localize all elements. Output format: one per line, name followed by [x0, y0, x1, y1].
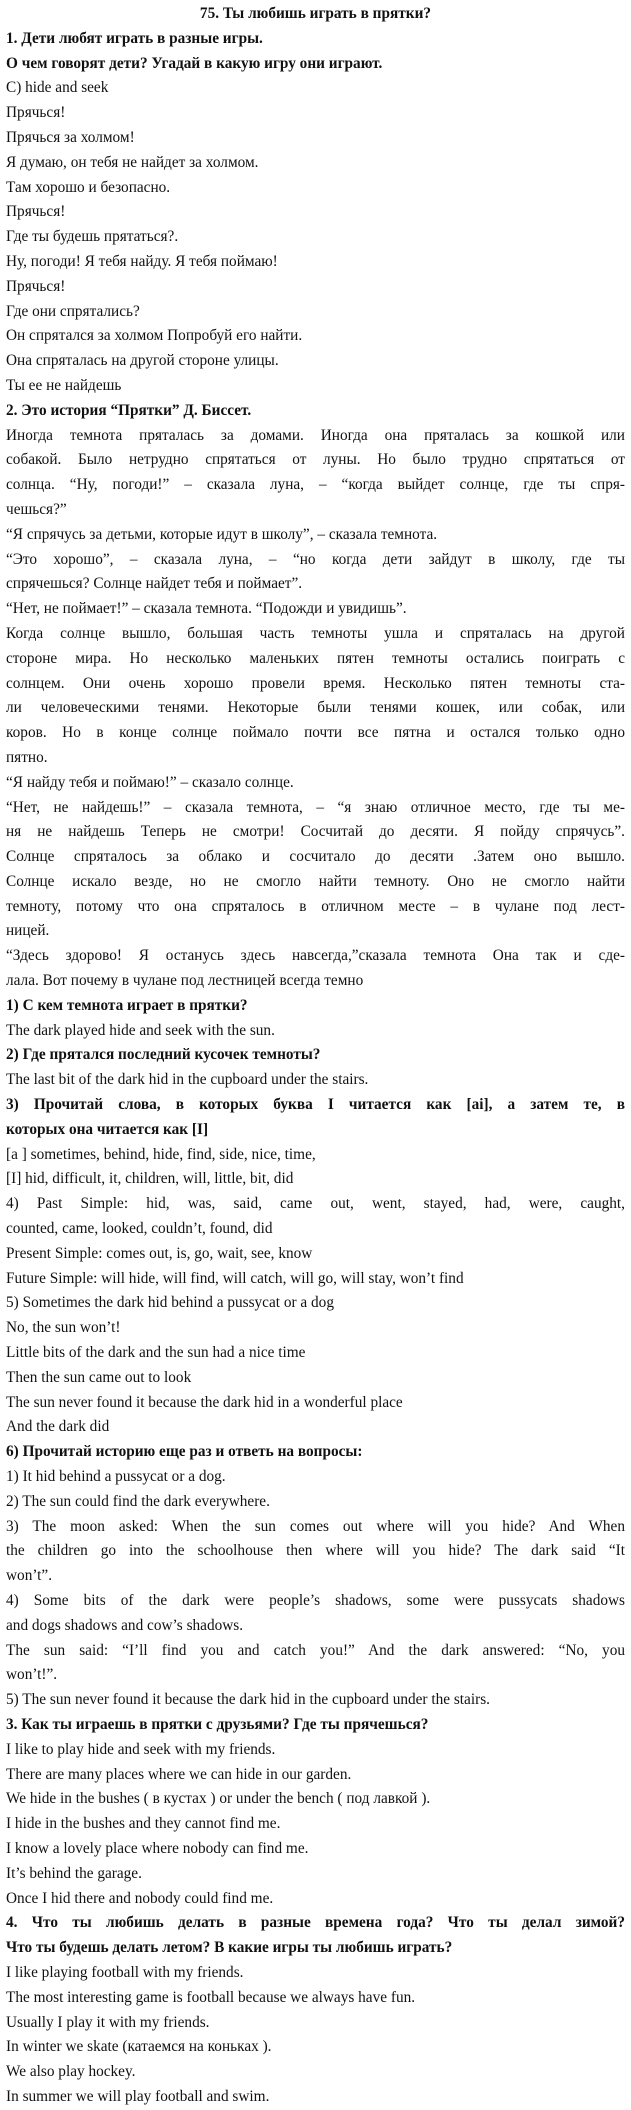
text-line: 5) Sometimes the dark hid behind a pussycat or a dog: [6, 1294, 334, 1312]
text-line: темноту, потому что она спряталось в отличном месте – в чулане под лест-: [6, 897, 625, 915]
text-line: “Нет, не найдешь!” – сказала темнота, – “я знаю отличное место, где ты ме-: [6, 798, 625, 816]
heading-line: 1. Дети любят играть в разные игры.: [6, 29, 263, 47]
text-line: In summer we will play football and swim.: [6, 2087, 270, 2105]
text-line: 5) The sun never found it because the dark hid in the cupboard under the stairs.: [6, 1691, 490, 1709]
heading-line: 6) Прочитай историю еще раз и ответь на вопросы:: [6, 1443, 363, 1461]
text-line: I know a lovely place where nobody can find me.: [6, 1839, 309, 1857]
text-line: солнцем. Они очень хорошо провели время. Несколько пятен темноты ста-: [6, 674, 625, 692]
text-line: “Это хорошо”, – сказала луна, – “но когда дети зайдут в школу, где ты: [6, 550, 625, 568]
heading-line: 2. Это история “Прятки” Д. Биссет.: [6, 401, 252, 419]
text-line: I like playing football with my friends.: [6, 1963, 244, 1981]
text-line: “Здесь здорово! Я останусь здесь навсегда,”сказала темнота Она так и сде-: [6, 947, 625, 965]
text-line: Он спрятался за холмом Попробуй его найти.: [6, 327, 303, 345]
text-line: [a ] sometimes, behind, hide, find, side, nice, time,: [6, 1145, 316, 1163]
text-line: Солнце спряталось за облако и сосчитало до десяти .Затем оно вышло.: [6, 848, 625, 866]
text-line: собакой. Было нетрудно спрятаться от луны. Но было трудно спрятаться от: [6, 451, 625, 469]
text-line: Little bits of the dark and the sun had a nice time: [6, 1344, 306, 1362]
text-line: Прячься!: [6, 104, 66, 122]
text-line: 2) The sun could find the dark everywhere.: [6, 1492, 270, 1510]
text-line: Солнце искало везде, но не смогло найти темноту. Оно не смогло найти: [6, 872, 625, 890]
text-line: лала. Вот почему в чулане под лестницей всегда темно: [6, 972, 364, 990]
text-line: The most interesting game is football because we always have fun.: [6, 1988, 416, 2006]
text-line: I like to play hide and seek with my friends.: [6, 1740, 276, 1758]
text-line: Then the sun came out to look: [6, 1368, 192, 1386]
text-line: ня не найдешь Теперь не смотри! Сосчитай до десяти. Я пойду спрячусь”.: [6, 823, 625, 841]
text-line: солнца. “Ну, погоди!” – сказала луна, – “когда выйдет солнце, где ты спря-: [6, 476, 625, 494]
heading-line: 75. Ты любишь играть в прятки?: [199, 5, 432, 22]
text-line: Где они спрятались?: [6, 302, 140, 320]
text-line: “Я спрячусь за детьми, которые идут в школу”, – сказала темнота.: [6, 525, 438, 543]
text-line: пятно.: [6, 748, 48, 766]
text-line: Present Simple: comes out, is, go, wait, see, know: [6, 1244, 313, 1262]
text-line: 4) Some bits of the dark were people’s shadows, some were pussycats shadows: [6, 1592, 625, 1609]
text-line: Прячься за холмом!: [6, 128, 135, 146]
text-line: Иногда темнота пряталась за домами. Иногда она пряталась за кошкой или: [6, 426, 625, 444]
text-line: “Я найду тебя и поймаю!” – сказало солнце.: [6, 773, 294, 791]
text-line: The dark played hide and seek with the sun.: [6, 1021, 275, 1039]
text-line: the children go into the schoolhouse then where will you hide? The dark said “It: [6, 1542, 625, 1560]
text-line: Когда солнце вышло, большая часть темноты ушла и спряталась на другой: [6, 624, 625, 642]
heading-line: 2) Где прятался последний кусочек темноты?: [6, 1046, 321, 1064]
text-line: counted, came, looked, couldn’t, found, did: [6, 1220, 273, 1238]
text-line: Я думаю, он тебя не найдет за холмом.: [6, 153, 259, 171]
text-line: In winter we skate (катаемся на коньках ).: [6, 2038, 272, 2056]
heading-line: О чем говорят дети? Угадай в какую игру они играют.: [6, 54, 383, 72]
text-line: We also play hockey.: [6, 2063, 136, 2081]
text-line: коров. Но в конце солнце поймало почти все пятна и остался только одно: [6, 724, 625, 742]
text-line: It’s behind the garage.: [6, 1864, 142, 1882]
text-line: Она спряталась на другой стороне улицы.: [6, 352, 279, 370]
text-line: 1) It hid behind a pussycat or a dog.: [6, 1468, 226, 1486]
text-line: Once I hid there and nobody could find me.: [6, 1889, 274, 1907]
text-line: Ну, погоди! Я тебя найду. Я тебя поймаю!: [6, 252, 278, 270]
text-line: We hide in the bushes ( в кустах ) or under the bench ( под лавкой ).: [6, 1790, 431, 1808]
text-line: ли человеческими тенями. Некоторые были тенями кошек, или собак, или: [6, 699, 625, 717]
heading-line: 4. Что ты любишь делать в разные времена года? Что ты делал зимой?: [6, 1914, 625, 1932]
text-line: Future Simple: will hide, will find, will catch, will go, will stay, won’t find: [6, 1269, 464, 1287]
text-line: ницей.: [6, 922, 50, 940]
text-line: Ты ее не найдешь: [6, 376, 122, 394]
document-text: [6, 2, 625, 2110]
text-line: спрячешься? Солнце найдет тебя и поймает”.: [6, 575, 303, 593]
heading-line: 3) Прочитай слова, в которых буква I читается как [ai], а затем те, в: [6, 1096, 625, 1114]
text-line: The sun never found it because the dark hid in a wonderful place: [6, 1393, 403, 1411]
text-line: C) hide and seek: [6, 79, 109, 97]
text-line: стороне мира. Но несколько маленьких пятен темноты остались поиграть с: [6, 649, 625, 667]
text-line: Прячься!: [6, 277, 66, 295]
text-line: won’t!”.: [6, 1666, 58, 1684]
text-line: I hide in the bushes and they cannot find me.: [6, 1815, 281, 1833]
text-line: The last bit of the dark hid in the cupboard under the stairs.: [6, 1071, 369, 1089]
text-line: Usually I play it with my friends.: [6, 2013, 210, 2031]
heading-line: 1) С кем темнота играет в прятки?: [6, 996, 248, 1014]
text-line: чешься?”: [6, 500, 67, 518]
text-line: Где ты будешь прятаться?.: [6, 228, 179, 246]
text-line: 4) Past Simple: hid, was, said, came out, went, stayed, had, were, caught,: [6, 1195, 625, 1213]
text-line: Там хорошо и безопасно.: [6, 178, 171, 196]
text-line: No, the sun won’t!: [6, 1319, 121, 1337]
text-line: [I] hid, difficult, it, children, will, little, bit, did: [6, 1170, 294, 1188]
text-line: 3) The moon asked: When the sun comes out where will you hide? And When: [6, 1517, 625, 1535]
text-line: “Нет, не поймает!” – сказала темнота. “Подожди и увидишь”.: [6, 600, 407, 618]
text-line: And the dark did: [6, 1418, 110, 1436]
heading-line: Что ты будешь делать летом? В какие игры ты любишь играть?: [6, 1939, 453, 1957]
text-line: The sun said: “I’ll find you and catch you!” And the dark answered: “No, you: [6, 1641, 625, 1659]
heading-line: 3. Как ты играешь в прятки с друзьями? Где ты прячешься?: [6, 1715, 429, 1733]
text-line: There are many places where we can hide in our garden.: [6, 1765, 352, 1783]
text-line: Прячься!: [6, 203, 66, 221]
heading-line: которых она читается как [I]: [6, 1120, 209, 1138]
text-line: and dogs shadows and cow’s shadows.: [6, 1616, 244, 1634]
text-line: won’t”.: [6, 1567, 53, 1585]
